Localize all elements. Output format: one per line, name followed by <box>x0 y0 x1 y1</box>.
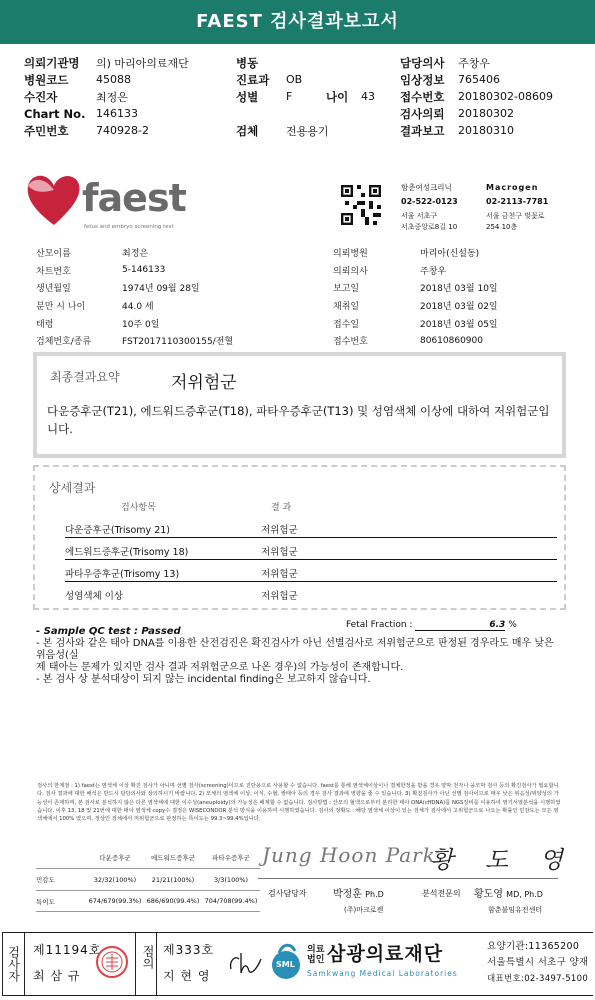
row-item: 에드워드증후군(Trisomy 18) <box>65 547 189 558</box>
value-hospital: 의) 마리아의료재단 <box>96 56 189 70</box>
label-hospital: 의뢰기관명 <box>24 55 80 70</box>
label-receipt: 접수번호 <box>400 89 445 104</box>
row-result: 저위험군 <box>261 591 298 602</box>
label-request: 검사의뢰 <box>400 106 445 121</box>
value-sex: F <box>286 90 293 103</box>
label-doctor: 담당의사 <box>400 55 445 70</box>
pr-value: 2018년 03월 02일 <box>420 302 498 313</box>
sml-tel: 대표번호:02-3497-5100 <box>487 974 589 984</box>
checker-no: 제333호 <box>163 943 215 957</box>
label-ward: 병동 <box>236 55 259 70</box>
lab1-name: 함춘여성크리닉 <box>401 183 452 192</box>
value-dept: OB <box>286 73 303 86</box>
checker-name: 지 현 영 <box>163 969 211 983</box>
label-chart-no: Chart No. <box>24 106 86 121</box>
stats-table <box>36 846 260 912</box>
patient-left <box>36 244 233 350</box>
lab2-addr1: 서울 금천구 벚꽃로 <box>486 212 545 220</box>
inspector-label <box>3 933 25 995</box>
table-row <box>65 584 557 604</box>
pr-value: 2018년 03월 05일 <box>420 319 498 330</box>
ff-label: Fetal Fraction : <box>346 620 413 630</box>
analyst-label: 검사담당자 <box>268 889 307 898</box>
label-sex: 성별 <box>236 89 259 104</box>
pr-label: 채취일 <box>333 302 360 313</box>
analyst-org: (주)마크로젠 <box>344 906 384 914</box>
sml-prefix-top: 의료 <box>307 945 325 955</box>
sml-address: 서울특별시 서초구 양재 <box>487 957 589 968</box>
pl-label: 산모이름 <box>36 249 71 260</box>
sml-code: 요양기관:11365200 <box>487 941 580 952</box>
qc-line2: 제 태아는 문제가 있지만 검사 결과 저위험군으로 나온 경우)의 가능성이 존재합니다. <box>36 662 404 673</box>
lab2-name: Macrogen <box>486 183 539 192</box>
value-id-no: 740928-2 <box>96 124 149 137</box>
detail-box <box>33 465 566 610</box>
qc-line1: - 본 검사와 같은 태아 DNA를 이용한 산전검진은 확진검사가 아닌 선별검사로 저위험군으로 판정된 경우라도 매우 낮은 위음성(실 <box>36 638 554 661</box>
pr-value: 80610860900 <box>420 335 483 346</box>
pr-label: 보고일 <box>333 284 360 295</box>
label-dept: 진료과 <box>236 72 270 87</box>
patient-right <box>333 244 498 350</box>
qr-code-icon <box>341 185 381 225</box>
faest-logo <box>24 170 186 234</box>
pl-label: 태령 <box>36 319 54 330</box>
label-report: 결과보고 <box>400 123 445 138</box>
pr-label: 접수일 <box>333 319 360 330</box>
sml-banner <box>271 933 594 995</box>
ff-unit: % <box>508 620 517 630</box>
pl-label: 생년월일 <box>36 284 71 295</box>
label-patient: 수진자 <box>24 89 58 104</box>
row-item: 다운증후군(Trisomy 21) <box>65 525 170 536</box>
pl-value: 최정은 <box>122 249 149 260</box>
pl-value: 5-146133 <box>122 265 166 276</box>
sml-contact <box>487 939 588 987</box>
pl-value: 10주 0일 <box>122 319 160 330</box>
info-left <box>24 54 189 139</box>
analyst-name-line <box>333 885 384 900</box>
summary-title: 최종결과요약 <box>50 370 120 384</box>
value-chart-no: 146133 <box>96 107 138 120</box>
row-result: 저위험군 <box>261 547 298 558</box>
stats-cell: 674/679(99.3%) <box>88 897 142 905</box>
pr-label: 접수번호 <box>333 337 368 348</box>
signature-script: Jung Hoon Park <box>262 843 436 867</box>
row-item: 파타우증후군(Trisomy 13) <box>65 569 180 580</box>
qc-notes <box>36 626 566 686</box>
expert-label: 분석전문의 <box>422 889 461 898</box>
stats-header: 에드워드증후군 <box>151 853 195 862</box>
lab2-addr2: 254 10층 <box>486 223 518 231</box>
label-id-no: 주민번호 <box>24 123 69 138</box>
ff-value: 6.3 <box>489 620 506 630</box>
stats-label: 특이도 <box>36 897 55 906</box>
stats-label: 민감도 <box>36 876 55 884</box>
pl-value: 44.0 세 <box>122 302 154 313</box>
fine-print: 검사의 한계점 : 1) faest는 염색체 이상 확진 검사가 아니며 선별 검사(screening)이므로 진단용으로 사용할 수 없습니다. faest를 통해 염색체이상이나 결체한정을 받을 경우 양막 천자나 융모막 검사 등의 확진검사가 필요합니다. 검사 결과에 대한 해석은 반드시 담당의사와 상의하시기 바랍니다. 2) 모체의 염색체 이상, 이식, 수혈, 쌍태아 등의 경우 검사 결과에 영향을 줄 수 있습니다. 3) 확진검사가 아닌 선별 검사이므로 매우 낮은 위음성/위양성의 가능성이 존재하며, 본 검사로 분석하지 않은 다른 염색체에 대한 이수성(aneuploidy)의 가능성은 배제할 수 없습니다. 검사방법 : 산모의 혈액으로부터 분리한 태아 DNA(cffDNA)를 NGS장비를 이용하여 염기서열분석을 시행하였습니다. 이후 13, 18 및 21번에 대한 태아 염색체 copy수 결정은 WISECONDOR 분석 방식을 이용하여 시행하였습니다. 검사의 정확도 : 해당 염색체 이상이 있는 검체가 검사에서 고위험군으로 나오는 확률인 민감도는 모든 염색체에서 100% 였으며, 정상인 검체에서 저위험군으로 판정하는 특이도는 99.3~99.4%입니다. <box>37 783 561 823</box>
sml-org-name: 삼광의료재단 <box>327 943 444 965</box>
inspector-name: 최 삼 규 <box>33 969 81 983</box>
value-doctor: 주창우 <box>458 56 490 70</box>
lab1-addr1: 서울 서초구 <box>401 212 438 220</box>
pr-value: 2018년 03월 10일 <box>420 284 498 295</box>
analyst-name: 박정훈 <box>333 889 362 900</box>
pl-value: FST2017110300155/전혈 <box>122 337 234 348</box>
label-age: 나이 <box>326 89 349 104</box>
pr-label: 의뢰병원 <box>333 249 368 260</box>
value-receipt: 20180302-08609 <box>458 90 553 103</box>
lab-macrogen <box>486 182 548 233</box>
table-row <box>65 562 557 582</box>
info-mid <box>236 54 375 139</box>
summary-text: 다운증후군(T21), 에드워드증후군(T18), 파타우증후군(T13) 및 성염색체 이상에 대하여 저위험군입니다. <box>47 404 550 436</box>
lab2-phone: 02-2113-7781 <box>486 197 549 206</box>
value-hospital-code: 45088 <box>96 73 131 86</box>
lab-hamchun <box>401 182 458 233</box>
stats-cell: 704/708(99.4%) <box>204 897 258 905</box>
detail-col-result: 결 과 <box>271 503 292 513</box>
inspector-label-text: 검사자 <box>6 946 21 982</box>
value-age: 43 <box>361 90 375 103</box>
expert-degree: MD, Ph.D <box>506 890 543 899</box>
footer <box>2 932 593 996</box>
checker-label <box>135 933 157 995</box>
table-row <box>65 540 557 560</box>
value-patient: 최정은 <box>96 90 128 104</box>
stats-cell: 32/32(100%) <box>93 875 137 884</box>
pr-value: 마리아(신설동) <box>420 249 480 260</box>
pl-label: 검체번호/종류 <box>36 337 92 348</box>
value-specimen: 전용용기 <box>286 124 329 138</box>
pl-label: 차트번호 <box>36 266 71 277</box>
signature-handwritten: 황 도 영 <box>430 846 575 874</box>
lab1-phone: 02-522-0123 <box>401 197 458 206</box>
analyst-degree: Ph.D <box>365 890 384 899</box>
expert-name: 황도영 <box>474 889 503 900</box>
label-clinical: 임상정보 <box>400 72 445 87</box>
pl-label: 분만 시 나이 <box>36 302 86 313</box>
row-result: 저위험군 <box>261 525 298 536</box>
pl-value: 1974년 09월 28일 <box>122 284 200 295</box>
checker-signature-icon <box>227 949 263 979</box>
summary-box <box>33 352 566 458</box>
stats-cell: 3/3(100%) <box>213 875 249 884</box>
table-row <box>65 518 557 538</box>
pr-value: 주창우 <box>420 266 447 277</box>
heart-logo-icon <box>24 170 84 230</box>
stats-header: 다운증후군 <box>99 853 131 862</box>
summary-result: 저위험군 <box>171 373 237 393</box>
row-result: 저위험군 <box>261 569 298 580</box>
detail-title: 상세결과 <box>49 481 96 495</box>
pr-label: 의뢰의사 <box>333 266 368 277</box>
checker-label-text: 점의 <box>141 945 155 969</box>
sml-badge-text: SML <box>276 960 295 969</box>
sml-prefix-bot: 법인 <box>307 955 325 965</box>
info-right <box>400 54 553 139</box>
sml-prefix <box>307 945 324 965</box>
value-request: 20180302 <box>458 107 514 120</box>
expert-org: 함춘불임유전센터 <box>488 906 543 914</box>
seal-stamp-icon <box>95 945 129 979</box>
qc-line3: - 본 검사 상 분석대상이 되지 않는 incidental finding은 보고하지 않습니다. <box>36 674 371 685</box>
stats-cell: 686/690(99.4%) <box>146 897 200 905</box>
detail-col-item: 검사항목 <box>121 503 156 513</box>
sml-org-en: Samkwang Medical Laboratories <box>307 969 458 978</box>
logo-text: faest <box>82 176 186 220</box>
lab1-addr2: 서초중앙로8길 10 <box>401 223 458 231</box>
label-specimen: 검체 <box>236 123 259 138</box>
stats-header: 파타우증후군 <box>212 853 250 862</box>
signature-line <box>258 878 558 879</box>
row-item: 성염색체 이상 <box>65 591 124 602</box>
stats-cell: 21/21(100%) <box>151 875 195 884</box>
value-report: 20180310 <box>458 124 514 137</box>
inspector-no: 제11194호 <box>33 943 102 957</box>
value-clinical: 765406 <box>458 73 500 86</box>
report-title: FAEST 검사결과보고서 <box>196 11 399 32</box>
report-header <box>0 0 595 44</box>
label-hospital-code: 병원코드 <box>24 72 69 87</box>
qc-title: - Sample QC test : Passed <box>36 626 181 637</box>
logo-tagline: fetus and embryo screening test <box>84 224 174 230</box>
sml-logo-icon <box>271 939 301 987</box>
expert-name-line <box>474 885 543 900</box>
